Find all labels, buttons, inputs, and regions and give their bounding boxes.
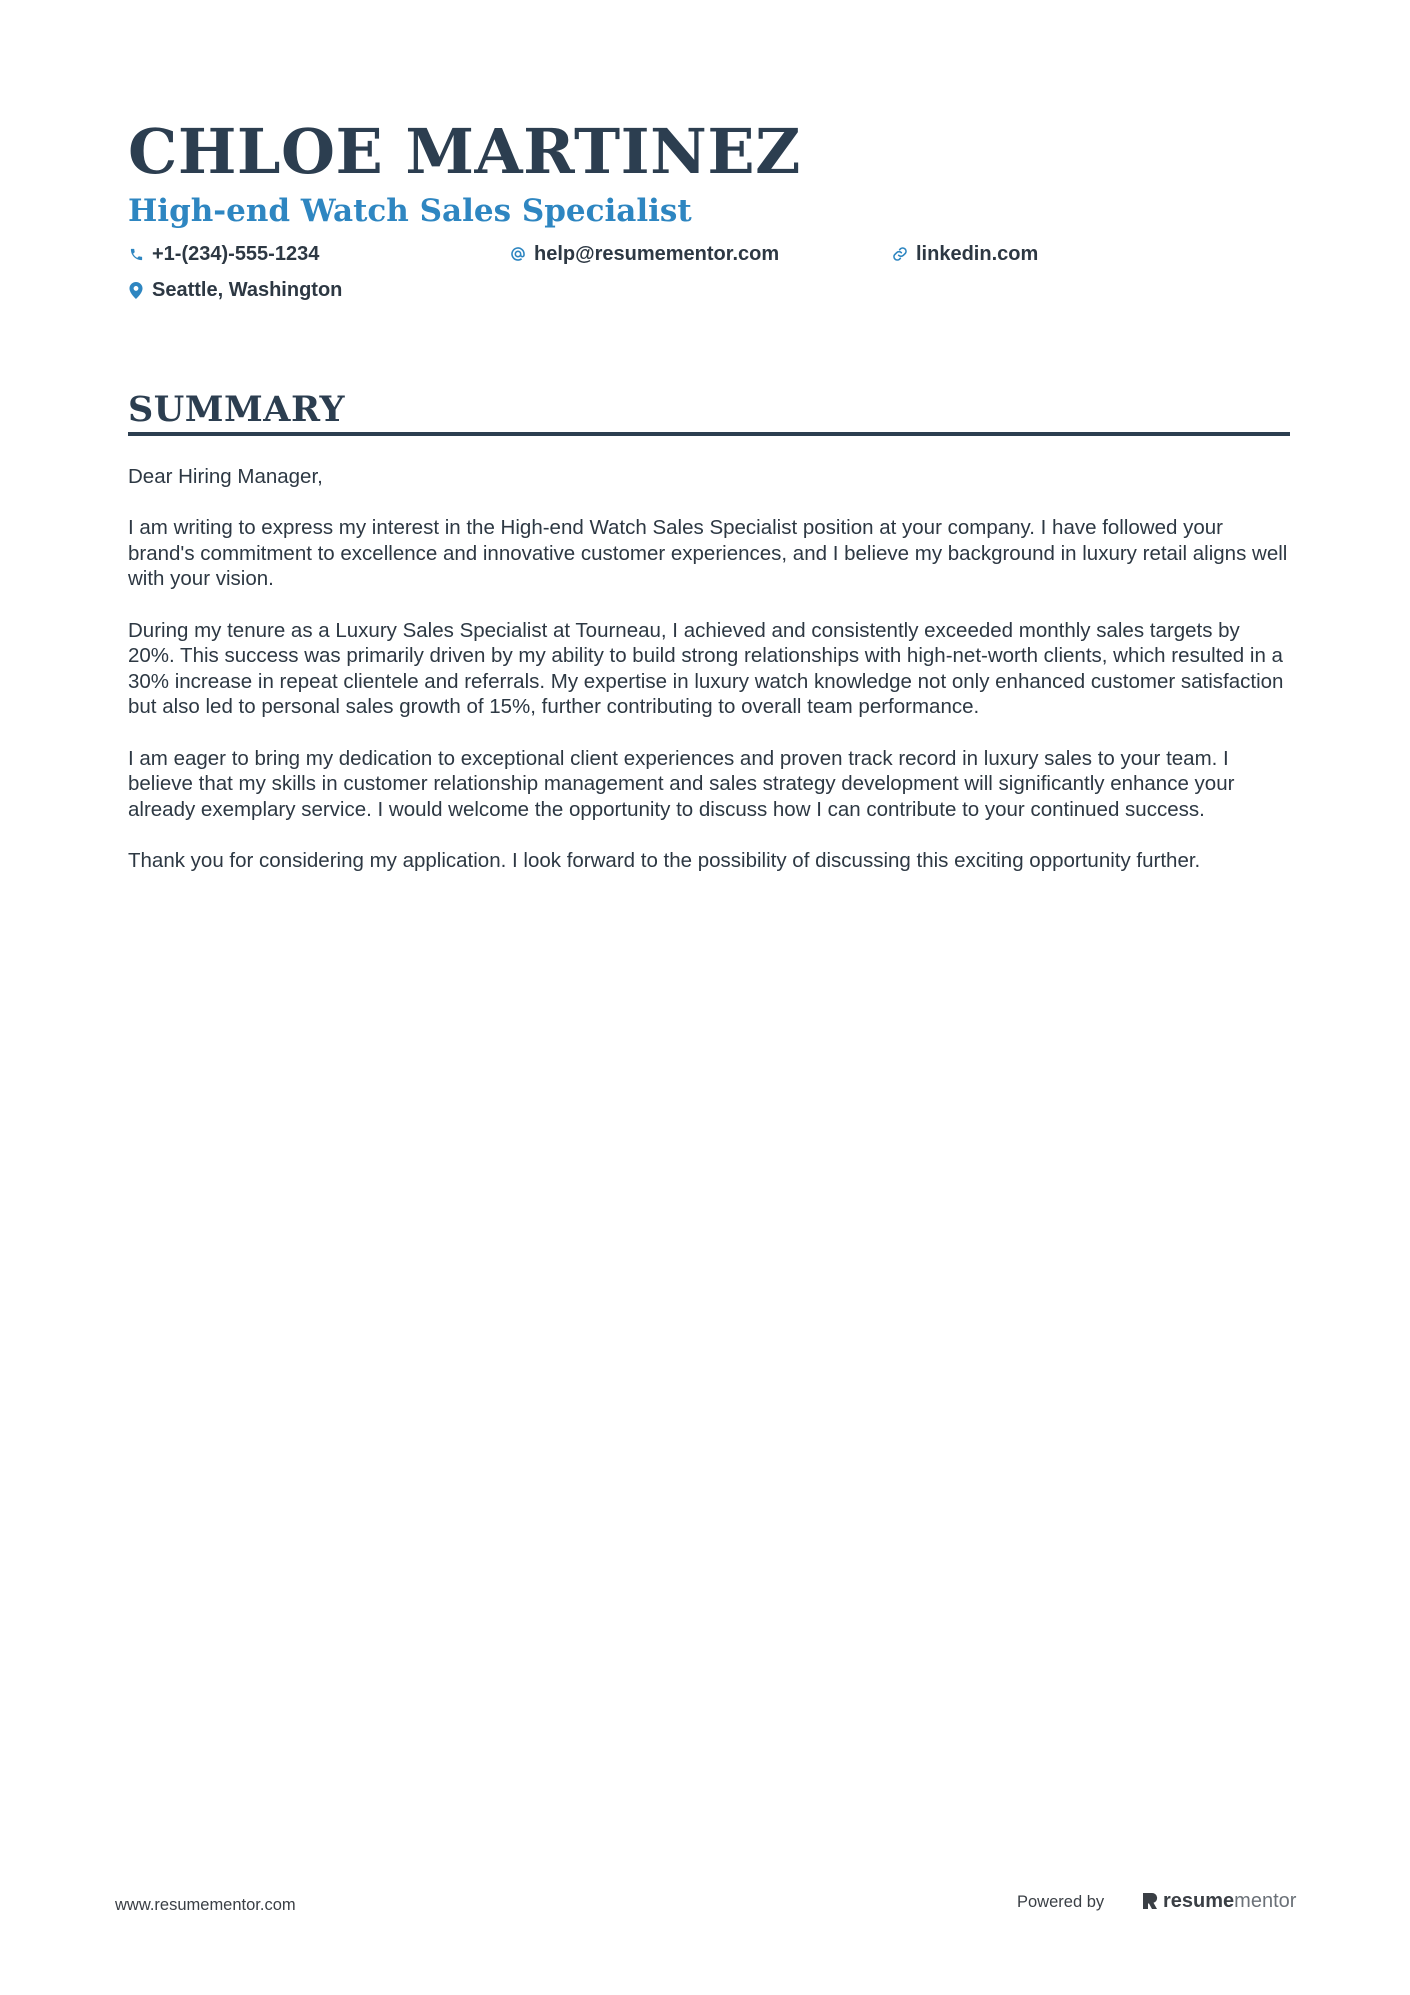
- letter-paragraph: I am writing to express my interest in the High-end Watch Sales Specialist position at your company. I have followed your brand's commitment to excellence and innovative customer experiences, and I believe my background in luxury retail aligns well with your vision.: [128, 516, 1288, 591]
- brand-name-strong: resume: [1163, 1890, 1235, 1912]
- letter-paragraph: I am eager to bring my dedication to exceptional client experiences and proven track record in luxury sales to your team. I believe that my skills in customer relationship management and sales strategy development will significantly enhance your already exemplary service. I would welcome the opportunity to discuss how I can contribute to your continued success.: [128, 746, 1235, 821]
- at-icon: [510, 245, 526, 263]
- candidate-name: CHLOE MARTINEZ: [128, 115, 801, 188]
- powered-by-label: Powered by: [1017, 1893, 1105, 1911]
- location-text: Seattle, Washington: [152, 279, 343, 301]
- contact-link: [892, 240, 1038, 268]
- letter-greeting: Dear Hiring Manager,: [128, 465, 323, 488]
- phone-icon: [128, 245, 144, 263]
- letter-closing: Thank you for considering my application. I look forward to the possibility of discussing this exciting opportunity further.: [128, 848, 1201, 872]
- contact-phone: [128, 240, 319, 268]
- resumementor-logo-icon: [1141, 1891, 1159, 1911]
- job-title: High-end Watch Sales Specialist: [128, 193, 692, 229]
- section-title-summary: SUMMARY: [128, 389, 345, 430]
- linkedin-link[interactable]: linkedin.com: [916, 243, 1039, 265]
- email-address[interactable]: help@resumementor.com: [534, 243, 780, 265]
- contact-email: [510, 240, 779, 268]
- letter-paragraph: During my tenure as a Luxury Sales Specialist at Tourneau, I achieved and consistently exceeded monthly sales targets by 20%. This success was primarily driven by my ability to build strong relationships with high-net-worth clients, which resulted in a 30% increase in repeat clientele and referrals. My expertise in luxury watch knowledge not only enhanced customer satisfaction but also led to personal sales growth of 15%, further contributing to overall team performance.: [128, 618, 1284, 719]
- location-pin-icon: [128, 281, 144, 299]
- section-divider: [128, 432, 1290, 436]
- contact-location: [128, 276, 342, 304]
- brand-logo[interactable]: [1141, 1887, 1296, 1915]
- link-icon: [892, 245, 908, 263]
- footer-url[interactable]: www.resumementor.com: [115, 1896, 296, 1914]
- brand-name-light: mentor: [1234, 1890, 1297, 1912]
- phone-number: +1-(234)-555-1234: [152, 243, 320, 265]
- letter-body: [128, 464, 1290, 899]
